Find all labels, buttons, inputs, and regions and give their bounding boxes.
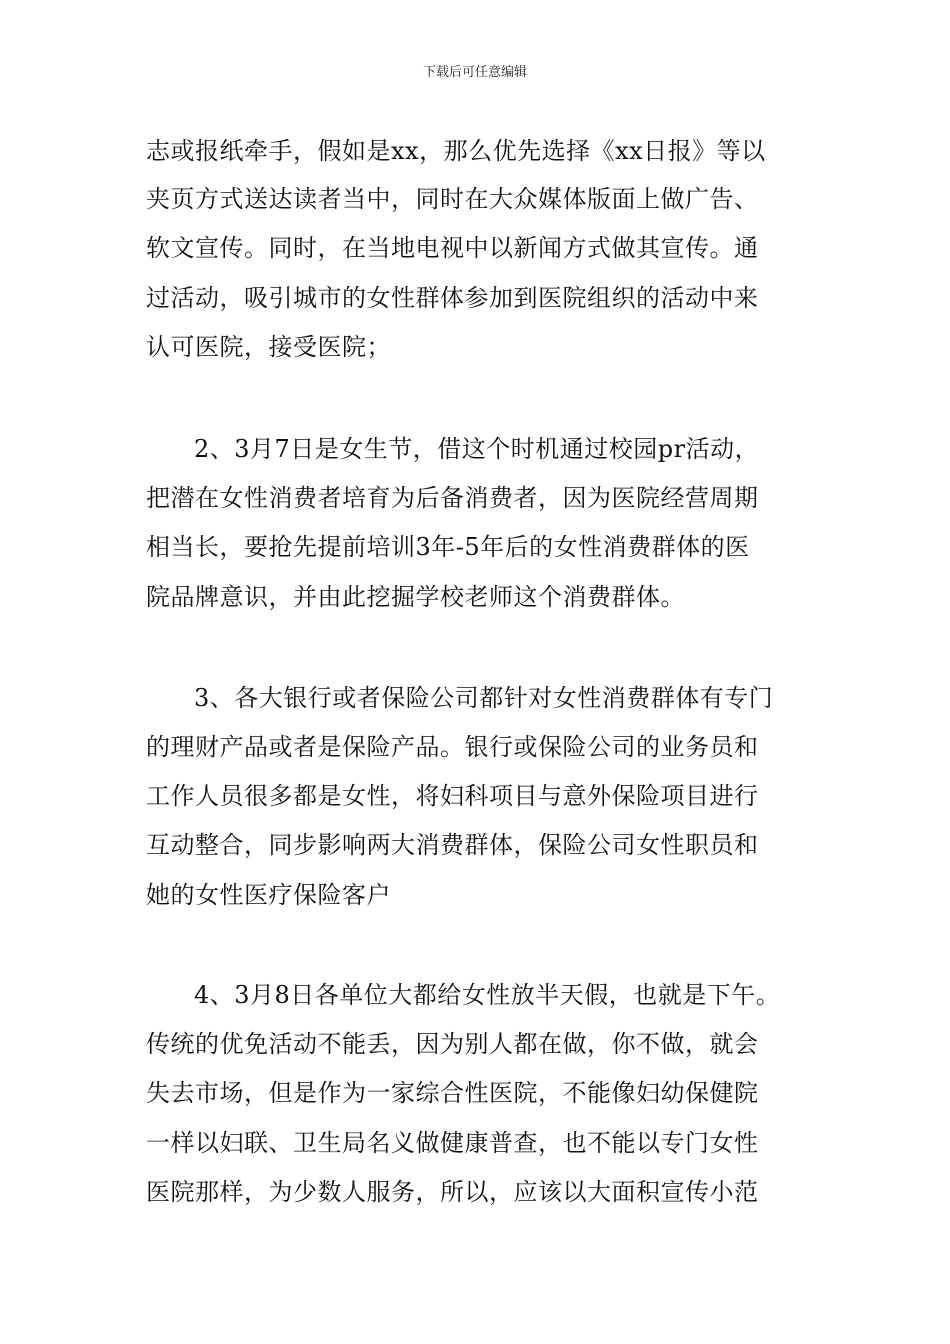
text-line: 夹页方式送达读者当中，同时在大众媒体版面上做广告、: [146, 185, 759, 213]
text-line: 失去市场，但是作为一家综合性医院，不能像妇幼保健院: [146, 1079, 759, 1107]
text-line: 过活动，吸引城市的女性群体参加到医院组织的活动中来: [146, 284, 759, 312]
text-line: 4、3月8日各单位大都给女性放半天假，也就是下午。: [194, 981, 781, 1009]
text-line: 软文宣传。同时，在当地电视中以新闻方式做其宣传。通: [146, 234, 759, 262]
text-line: 院品牌意识，并由此挖掘学校老师这个消费群体。: [146, 583, 685, 611]
text-line: 工作人员很多都是女性，将妇科项目与意外保险项目进行: [146, 782, 759, 810]
text-line: 把潜在女性消费者培育为后备消费者，因为医院经营周期: [146, 484, 759, 512]
text-line: 3、各大银行或者保险公司都针对女性消费群体有专门: [194, 684, 774, 712]
text-line: 相当长，要抢先提前培训3年-5年后的女性消费群体的医: [146, 533, 750, 561]
text-line: 传统的优免活动不能丢，因为别人都在做，你不做，就会: [146, 1030, 759, 1058]
text-line: 互动整合，同步影响两大消费群体，保险公司女性职员和: [146, 831, 759, 859]
text-line: 一样以妇联、卫生局名义做健康普查，也不能以专门女性: [146, 1129, 759, 1157]
text-line: 志或报纸牵手，假如是xx，那么优先选择《xx日报》等以: [146, 137, 766, 165]
text-line: 的理财产品或者是保险产品。银行或保险公司的业务员和: [146, 733, 759, 761]
text-line: 认可医院，接受医院；: [146, 333, 391, 361]
text-line: 她的女性医疗保险客户: [146, 881, 391, 909]
text-line: 医院那样，为少数人服务，所以，应该以大面积宣传小范: [146, 1178, 759, 1206]
page-header: 下载后可任意编辑: [422, 65, 527, 80]
text-line: 2、3月7日是女生节，借这个时机通过校园pr活动，: [194, 435, 760, 463]
